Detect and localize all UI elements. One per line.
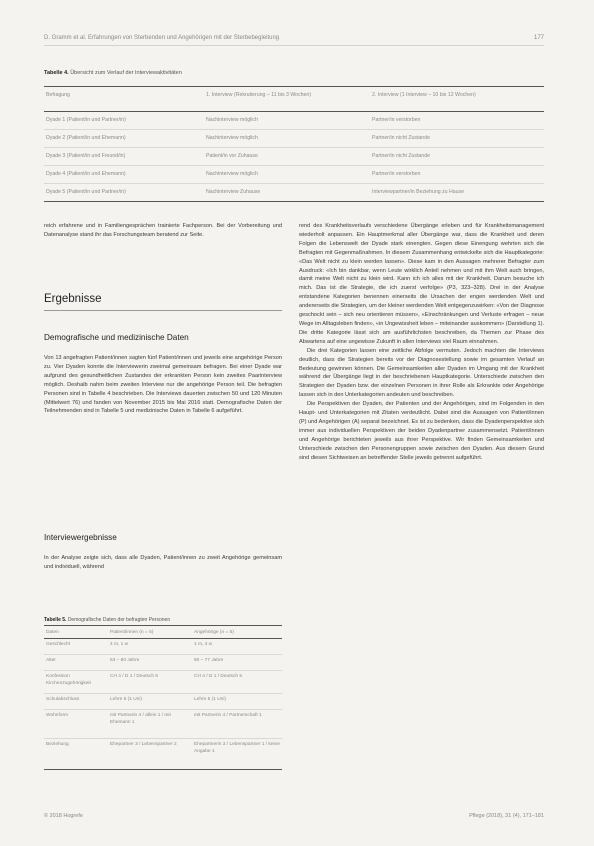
table5-header-cell: Daten — [46, 629, 59, 635]
table4-header-cell: Befragung — [46, 92, 70, 98]
table4-header-cell: 1. Interview (Rekrutierung – 11 bis 3 Wochen) — [206, 92, 312, 98]
table-row — [44, 710, 282, 739]
table-cell: Dyade 1 (Patient/in und Partner/in) — [46, 117, 126, 123]
table-cell: Dyade 2 (Patient/in und Ehemann) — [46, 135, 126, 141]
subheading-demografie: Demografische und medizinische Daten — [44, 333, 189, 342]
section-divider — [44, 310, 282, 311]
table-row — [44, 166, 544, 184]
table-row — [44, 739, 282, 770]
table-cell: Schulabschluss — [46, 697, 80, 702]
table-row — [44, 694, 282, 710]
table-cell: Partner/in verstorben — [372, 171, 421, 177]
subheading-interviewergebnisse: Interviewergebnisse — [44, 533, 117, 542]
table-cell: Partner/in nicht Zustande — [372, 135, 430, 141]
table5-caption-text: Demografische Daten der befragten Personen — [67, 617, 171, 623]
table-row — [44, 639, 282, 655]
table-row — [44, 130, 544, 148]
table-cell: Nachinterview möglich — [206, 135, 258, 141]
table5-label: Tabelle 5. — [44, 617, 67, 623]
table5-header-cell: Patient/innen (n = 5) — [110, 629, 154, 635]
table-cell: Konfession Kirchenzugehörigkeit — [46, 674, 91, 686]
footer-copyright: © 2018 Hogrefe — [44, 813, 83, 819]
table-cell: Patient/in vor Zuhause — [206, 153, 258, 159]
table-row — [44, 671, 282, 694]
table-cell: Ehepartner 3 / Lebenspartner 2 — [110, 742, 177, 747]
paragraph: In der Analyse zeigte sich, dass alle Dyaden, Patient/innen zu zweit Angehörige gemeinsam und individuell, während — [44, 555, 282, 570]
table-cell: Interviewpartner/in Beziehung zu Hause — [372, 189, 464, 195]
table5-header-cell: Angehörige (n = 5) — [194, 629, 234, 635]
table-row — [44, 148, 544, 166]
table-cell: 63 – 80 Jahre — [110, 658, 140, 663]
table-cell: Ehepartnerin 3 / Lebenspartner 1 / keine Angabe 1 — [194, 742, 280, 754]
table4 — [44, 86, 544, 202]
table-cell: 1 m, 4 w — [194, 642, 213, 647]
table-cell: Dyade 3 (Patient/in und Freund/in) — [46, 153, 126, 159]
table-cell: Partner/in nicht Zustande — [372, 153, 430, 159]
interview-text — [44, 554, 282, 572]
paragraph: Von 13 angefragten Patient/innen sagten fünf Patient/innen und jeweils eine angehörige Person zu. Vier Dyaden konnte die Interviewerin zweimal gemeinsam befragen. Bei einer Dyade war aufgrund des gesundheitlichen Zustandes der erkrankten Person kein zweites Paarinterview möglich. Deshalb nahm beim zweiten Interview nur die angehörige Person teil. Die befragten Personen sind in Tabelle 4 beschrieben. Die Interviews dauerten zwischen 50 und 120 Minuten (Mittelwert 76) und fanden von November 2015 bis Mai 2016 statt. Demografische Daten der Teilnehmenden sind in Tabelle 5 und medizinische Daten in Tabelle 6 aufgeführt. — [44, 355, 282, 415]
table-cell: 60 – 77 Jahre — [194, 658, 224, 663]
table-cell: Beziehung — [46, 742, 69, 747]
paragraph: Die Perspektiven der Dyaden, der Patienten und der Angehörigen, sind im Folgenden in den Haupt- und Unterkategorien mit Zitaten verdeutlicht. Dabei sind die Aussagen von Patient/innen (P) und Angehörigen (A) separat bezeichnet. Es ist zu bedenken, dass die Dyadenperspektive sich immer aus individuellen Perspektiven der beiden Dyadenpartner zusammensetzt. Patient/innen und Angehörige berichteten jeweils aus ihrer Perspektive. Wir finden Gemeinsamkeiten und Unterschiede zwischen den Personengruppen sowie zwischen den Dyaden. Aus diesem Grund sind diesen Sichtweisen an betreffender Stelle jeweils getrennt aufgeführt. — [299, 401, 544, 461]
table-cell: Lehre 5 (1 Uni) — [194, 697, 226, 702]
table-cell: Geschlecht — [46, 642, 70, 647]
table5-header — [44, 625, 282, 639]
table-cell: Lehre 5 (1 Uni) — [110, 697, 142, 702]
table-cell: Wohnform — [46, 713, 69, 718]
table-cell: Dyade 5 (Patient/in und Partner/in) — [46, 189, 126, 195]
footer-citation: Pflege (2018), 31 (4), 171–181 — [469, 813, 544, 819]
table-cell: Nachinterview möglich — [206, 117, 258, 123]
table-row — [44, 112, 544, 130]
demografie-text — [44, 354, 282, 416]
section-heading: Ergebnisse — [44, 293, 102, 305]
table-cell: mit Partnerin 4 / allein 1 / mit Ehemann 1 — [110, 713, 171, 725]
paragraph: rend des Krankheitsverlaufs verschiedene Übergänge erleben und für Krankheitsmanagement wiederholt anpassen. Ein Hauptmerkmal aller Übergänge war, dass die Krankheit und deren Folgen die Lebenswelt der Dyade stark einengten. Gegen diese Einengung wehrten sich die Befragten mit Gegenmaßnahmen. In diesem Zusammenhang entwickelte sich die Hauptkategorie: «Das Welt nicht zu klein werden lassen». Diese kam in den Aussagen mehrerer Befragter zum Ausdruck: «Ich bin dankbar, wenn Leute wirklich Anteil nehmen und mit ihm Welt auch bringen, damit meine Welt nicht zu klein wird. Kann ich ich alles mit der Krankheit. Darum besuche ich mich. Das ist die Strategie, die ich zuerst verfolge» (P3, 323–328). Drei in der Analyse entstandene Kategorien benennen einerseits die Ursachen der engen werdenden Welt und andererseits die Strategien, um der kleiner werdenden Welt entgegenzuwirken: «Von der Diagnose geschockt sein – sich neu orientieren müssen», «Einschränkungen und Verluste erfragen – neue Wege im Alltagsleben finden», «in Ungewissheit leben – miteinander auskommen» (Darstellung 1). Die dritte Kategorie lässt sich am ausführlichsten beschreiben, da Themen zur Phase des Abwartens auf eine ungewisse Zukunft in allen Interviews viel Raum einnahmen. — [299, 223, 544, 345]
paragraph: reich erfahrene und in Familiengesprächen trainierte Fachperson. Bei der Vorbereitung und Datenanalyse stand ihr das Forschungsteam beratend zur Seite. — [44, 223, 282, 238]
table-cell: CH 4 / D 1 / Deutsch 5 — [110, 674, 158, 679]
table4-header-cell: 2. Interview (1 Interview – 10 bis 12 Wochen) — [372, 92, 476, 98]
table4-header — [44, 86, 544, 112]
table-cell: Nachinterview Zuhause — [206, 189, 261, 195]
table-cell: Nachinterview möglich — [206, 171, 258, 177]
table4-label: Tabelle 4. — [44, 70, 69, 76]
table-cell: CH 4 / D 1 / Deutsch 5 — [194, 674, 242, 679]
table5 — [44, 625, 282, 770]
page-number: 177 — [533, 35, 544, 41]
table-cell: Partner/in verstorben — [372, 117, 421, 123]
table5-caption — [44, 617, 170, 623]
running-head-title: D. Gramm et al. Erfahrungen von Sterbenden und Angehörigen mit der Sterbebegleitung — [44, 35, 280, 41]
header-divider — [44, 45, 544, 46]
table-cell: Alter — [46, 658, 56, 663]
table-row — [44, 655, 282, 671]
running-head — [44, 35, 544, 41]
table-cell: Dyade 4 (Patient/in und Ehemann) — [46, 171, 126, 177]
table-cell: mit Partnerin 4 / Partnerschaft 1 — [194, 713, 262, 718]
paragraph: Die drei Kategorien lassen eine zeitliche Abfolge vermuten. Jedoch machten die Interviews deutlich, dass die Strategien bereits vor der Diagnosestellung sowie im gesamten Verlauf an Bedeutung gewinnen können. Die Gemeinsamkeiten aller Dyaden im Umgang mit der Krankheit während der Übergänge liegt in der beschriebenen Hauptkategorie. Unterschiede zwischen den Strategien der Dyaden bzw. der einzelnen Personen in ihrer Rolle als Erkrankte oder Angehörige lassen sich in den Unterkategorien andeuten und beschreiben. — [299, 347, 544, 399]
right-column — [299, 222, 544, 462]
table4-caption — [44, 70, 182, 76]
table-cell: 4 m, 1 w — [110, 642, 129, 647]
table-row — [44, 184, 544, 202]
table4-caption-text: Übersicht zum Verlauf der Interviewaktivitäten — [70, 70, 182, 76]
left-column-intro — [44, 222, 282, 240]
